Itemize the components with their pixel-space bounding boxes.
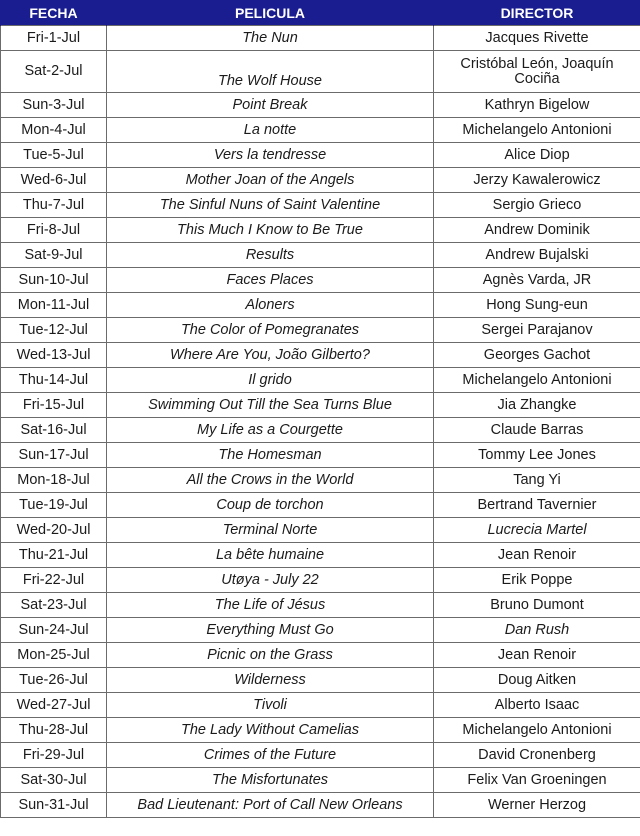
date-cell: Sun-31-Jul xyxy=(1,793,107,818)
table-row xyxy=(1,243,640,268)
director-cell: Jerzy Kawalerowicz xyxy=(434,168,640,193)
table-row xyxy=(1,143,640,168)
date-cell: Fri-8-Jul xyxy=(1,218,107,243)
director-cell: Dan Rush xyxy=(434,618,640,643)
film-cell: Faces Places xyxy=(107,268,434,293)
director-cell: Bertrand Tavernier xyxy=(434,493,640,518)
date-cell: Sat-9-Jul xyxy=(1,243,107,268)
director-cell: Claude Barras xyxy=(434,418,640,443)
film-cell: The Homesman xyxy=(107,443,434,468)
date-cell: Sat-2-Jul xyxy=(1,51,107,93)
date-cell: Thu-14-Jul xyxy=(1,368,107,393)
date-cell: Wed-6-Jul xyxy=(1,168,107,193)
film-cell: Aloners xyxy=(107,293,434,318)
date-cell: Wed-20-Jul xyxy=(1,518,107,543)
date-cell: Fri-29-Jul xyxy=(1,743,107,768)
table-row xyxy=(1,543,640,568)
director-cell: Hong Sung-eun xyxy=(434,293,640,318)
date-cell: Sat-16-Jul xyxy=(1,418,107,443)
director-cell: Alberto Isaac xyxy=(434,693,640,718)
film-cell: All the Crows in the World xyxy=(107,468,434,493)
director-cell: Tommy Lee Jones xyxy=(434,443,640,468)
date-cell: Sun-3-Jul xyxy=(1,93,107,118)
table-row xyxy=(1,743,640,768)
director-cell: Andrew Bujalski xyxy=(434,243,640,268)
film-cell: Crimes of the Future xyxy=(107,743,434,768)
table-row xyxy=(1,618,640,643)
date-cell: Sun-17-Jul xyxy=(1,443,107,468)
director-cell: Doug Aitken xyxy=(434,668,640,693)
date-cell: Thu-21-Jul xyxy=(1,543,107,568)
film-cell: La notte xyxy=(107,118,434,143)
director-cell: Sergei Parajanov xyxy=(434,318,640,343)
film-cell: Coup de torchon xyxy=(107,493,434,518)
film-cell: The Wolf House xyxy=(107,51,434,93)
table-row xyxy=(1,418,640,443)
table-row xyxy=(1,693,640,718)
table-row xyxy=(1,93,640,118)
director-cell: Michelangelo Antonioni xyxy=(434,718,640,743)
date-cell: Fri-15-Jul xyxy=(1,393,107,418)
date-cell: Sun-24-Jul xyxy=(1,618,107,643)
table-row xyxy=(1,518,640,543)
table-row xyxy=(1,268,640,293)
film-cell: Where Are You, João Gilberto? xyxy=(107,343,434,368)
table-row xyxy=(1,26,640,51)
director-cell: Sergio Grieco xyxy=(434,193,640,218)
table-row xyxy=(1,793,640,818)
film-cell: Mother Joan of the Angels xyxy=(107,168,434,193)
film-cell: The Color of Pomegranates xyxy=(107,318,434,343)
film-cell: Utøya - July 22 xyxy=(107,568,434,593)
film-cell: The Life of Jésus xyxy=(107,593,434,618)
film-cell: La bête humaine xyxy=(107,543,434,568)
film-cell: The Misfortunates xyxy=(107,768,434,793)
director-cell: David Cronenberg xyxy=(434,743,640,768)
director-cell: Jacques Rivette xyxy=(434,26,640,51)
column-header-film: PELICULA xyxy=(107,0,434,26)
column-header-date: FECHA xyxy=(1,0,107,26)
director-cell: Felix Van Groeningen xyxy=(434,768,640,793)
director-cell: Alice Diop xyxy=(434,143,640,168)
table-row xyxy=(1,343,640,368)
director-cell: Tang Yi xyxy=(434,468,640,493)
table-row xyxy=(1,568,640,593)
date-cell: Tue-5-Jul xyxy=(1,143,107,168)
director-cell: Michelangelo Antonioni xyxy=(434,368,640,393)
date-cell: Mon-11-Jul xyxy=(1,293,107,318)
table-row xyxy=(1,51,640,93)
film-cell: Everything Must Go xyxy=(107,618,434,643)
date-cell: Wed-13-Jul xyxy=(1,343,107,368)
table-row xyxy=(1,218,640,243)
table-row xyxy=(1,768,640,793)
film-cell: Wilderness xyxy=(107,668,434,693)
director-cell: Erik Poppe xyxy=(434,568,640,593)
film-cell: Vers la tendresse xyxy=(107,143,434,168)
date-cell: Mon-4-Jul xyxy=(1,118,107,143)
table-row xyxy=(1,493,640,518)
film-cell: Point Break xyxy=(107,93,434,118)
table-row xyxy=(1,168,640,193)
director-cell: Georges Gachot xyxy=(434,343,640,368)
table-body xyxy=(1,26,640,818)
film-cell: Il grido xyxy=(107,368,434,393)
date-cell: Sat-23-Jul xyxy=(1,593,107,618)
table-row xyxy=(1,643,640,668)
table-header xyxy=(1,0,640,26)
date-cell: Sun-10-Jul xyxy=(1,268,107,293)
table-row xyxy=(1,718,640,743)
table-row xyxy=(1,118,640,143)
film-cell: The Sinful Nuns of Saint Valentine xyxy=(107,193,434,218)
director-cell: Michelangelo Antonioni xyxy=(434,118,640,143)
date-cell: Wed-27-Jul xyxy=(1,693,107,718)
director-cell: Agnès Varda, JR xyxy=(434,268,640,293)
film-cell: Bad Lieutenant: Port of Call New Orleans xyxy=(107,793,434,818)
table-row xyxy=(1,318,640,343)
director-cell: Jean Renoir xyxy=(434,643,640,668)
director-cell: Bruno Dumont xyxy=(434,593,640,618)
date-cell: Tue-19-Jul xyxy=(1,493,107,518)
film-cell: Terminal Norte xyxy=(107,518,434,543)
film-cell: This Much I Know to Be True xyxy=(107,218,434,243)
film-cell: The Lady Without Camelias xyxy=(107,718,434,743)
date-cell: Thu-7-Jul xyxy=(1,193,107,218)
date-cell: Thu-28-Jul xyxy=(1,718,107,743)
director-cell: Jean Renoir xyxy=(434,543,640,568)
date-cell: Sat-30-Jul xyxy=(1,768,107,793)
table-row xyxy=(1,668,640,693)
table-row xyxy=(1,368,640,393)
header-row xyxy=(1,0,640,26)
table-row xyxy=(1,443,640,468)
director-cell: Cristóbal León, Joaquín Cociña xyxy=(434,51,640,93)
table-row xyxy=(1,593,640,618)
table-row xyxy=(1,393,640,418)
film-cell: Tivoli xyxy=(107,693,434,718)
film-cell: Picnic on the Grass xyxy=(107,643,434,668)
table-row xyxy=(1,468,640,493)
director-cell: Jia Zhangke xyxy=(434,393,640,418)
film-cell: Swimming Out Till the Sea Turns Blue xyxy=(107,393,434,418)
table-row xyxy=(1,293,640,318)
date-cell: Tue-26-Jul xyxy=(1,668,107,693)
director-cell: Kathryn Bigelow xyxy=(434,93,640,118)
date-cell: Fri-1-Jul xyxy=(1,26,107,51)
column-header-director: DIRECTOR xyxy=(434,0,640,26)
film-cell: My Life as a Courgette xyxy=(107,418,434,443)
table-row xyxy=(1,193,640,218)
film-cell: Results xyxy=(107,243,434,268)
date-cell: Mon-25-Jul xyxy=(1,643,107,668)
date-cell: Mon-18-Jul xyxy=(1,468,107,493)
director-cell: Lucrecia Martel xyxy=(434,518,640,543)
date-cell: Fri-22-Jul xyxy=(1,568,107,593)
director-cell: Andrew Dominik xyxy=(434,218,640,243)
date-cell: Tue-12-Jul xyxy=(1,318,107,343)
film-cell: The Nun xyxy=(107,26,434,51)
director-cell: Werner Herzog xyxy=(434,793,640,818)
